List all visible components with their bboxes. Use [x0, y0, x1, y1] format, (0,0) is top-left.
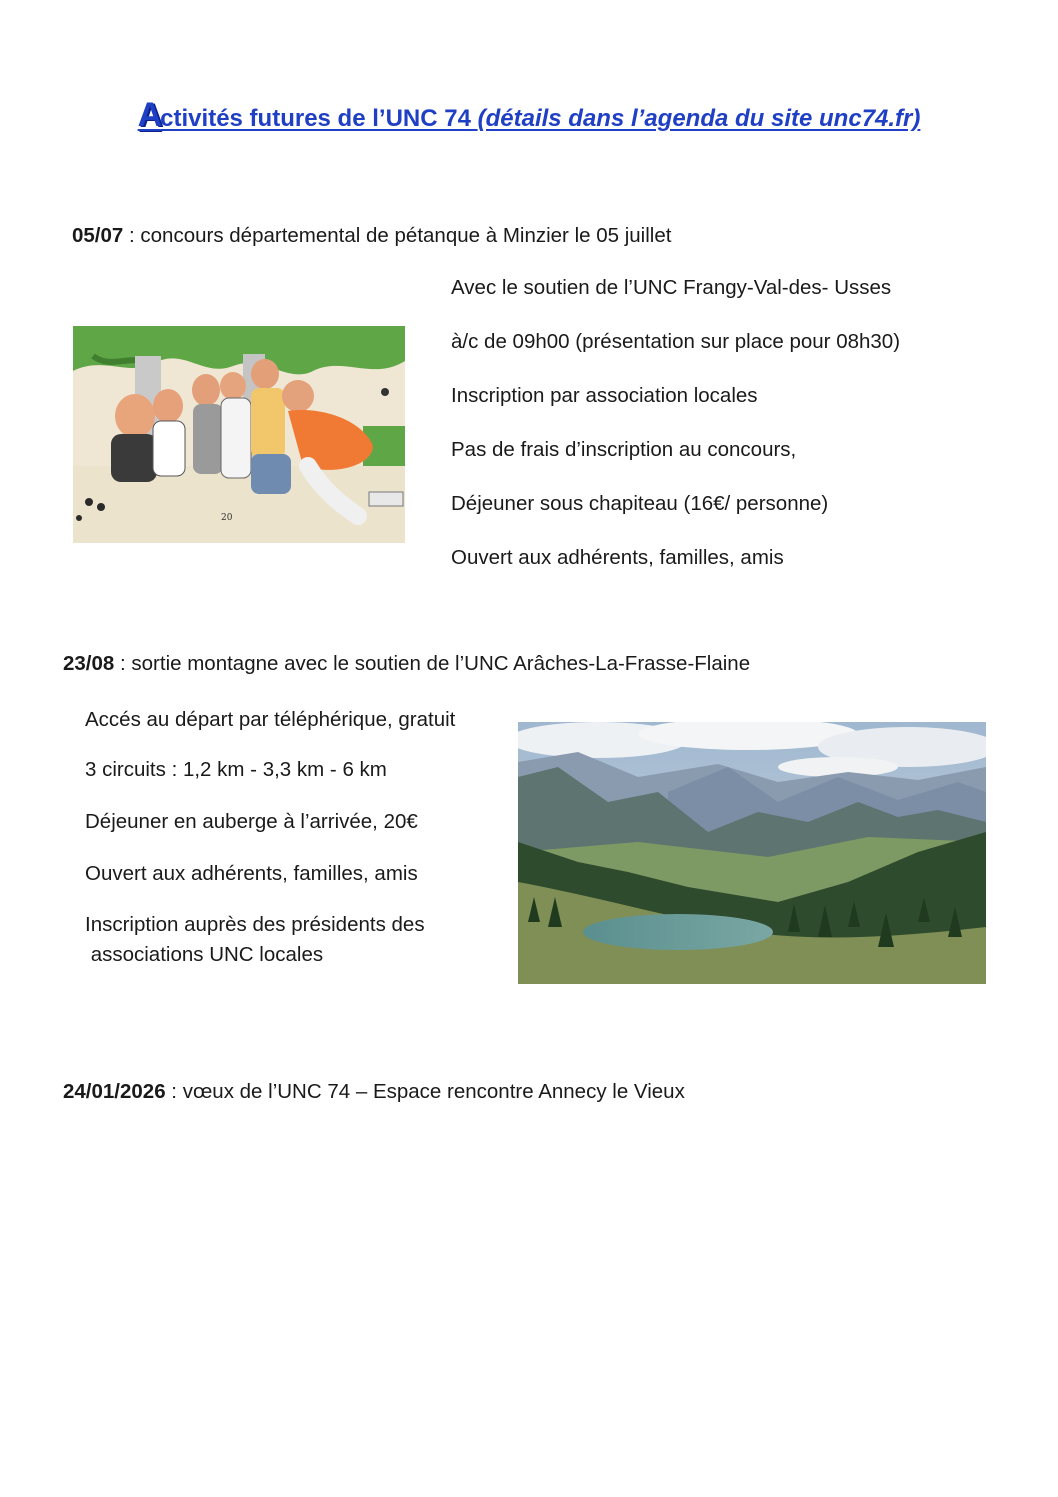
event-heading-petanque	[72, 224, 671, 248]
event-detail: Pas de frais d’inscription au concours,	[451, 438, 797, 461]
event-detail: 3 circuits : 1,2 km - 3,3 km - 6 km	[85, 758, 387, 781]
event-detail: Ouvert aux adhérents, familles, amis	[85, 862, 418, 885]
page-title	[0, 96, 1058, 135]
event-text: : concours départemental de pétanque à Minzier le 05 juillet	[123, 224, 672, 247]
event-detail: Déjeuner sous chapiteau (16€/ personne)	[451, 492, 829, 515]
event-date: 24/01/2026	[63, 1080, 166, 1103]
event-date: 23/08	[63, 652, 115, 675]
event-detail: Déjeuner en auberge à l’arrivée, 20€	[85, 810, 418, 833]
event-detail: associations UNC locales	[85, 943, 324, 966]
event-detail: Avec le soutien de l’UNC Frangy-Val-des- Usses	[451, 276, 892, 299]
event-heading-voeux	[63, 1080, 685, 1104]
event-detail: à/c de 09h00 (présentation sur place pour 08h30)	[451, 330, 901, 353]
event-date: 05/07	[72, 224, 124, 247]
title-drop-letter: A	[137, 96, 161, 134]
event-detail: Ouvert aux adhérents, familles, amis	[451, 546, 784, 569]
event-text: : sortie montagne avec le soutien de l’UNC Arâches-La-Frasse-Flaine	[114, 652, 751, 675]
illustration-page-number: 20	[221, 513, 233, 523]
title-main: ctivités futures de l’UNC 74	[160, 105, 478, 132]
event-detail: Inscription par association locales	[451, 384, 758, 407]
event-heading-montagne	[63, 652, 750, 676]
title-details-link[interactable]: (détails dans l’agenda du site unc74.fr)	[477, 105, 921, 132]
mountain-lake-photo	[518, 722, 986, 984]
petanque-illustration	[73, 326, 405, 543]
event-detail: Accés au départ par téléphérique, gratuit	[85, 708, 456, 731]
event-detail: Inscription auprès des présidents des	[85, 913, 425, 936]
event-text: : vœux de l’UNC 74 – Espace rencontre Annecy le Vieux	[165, 1080, 685, 1103]
